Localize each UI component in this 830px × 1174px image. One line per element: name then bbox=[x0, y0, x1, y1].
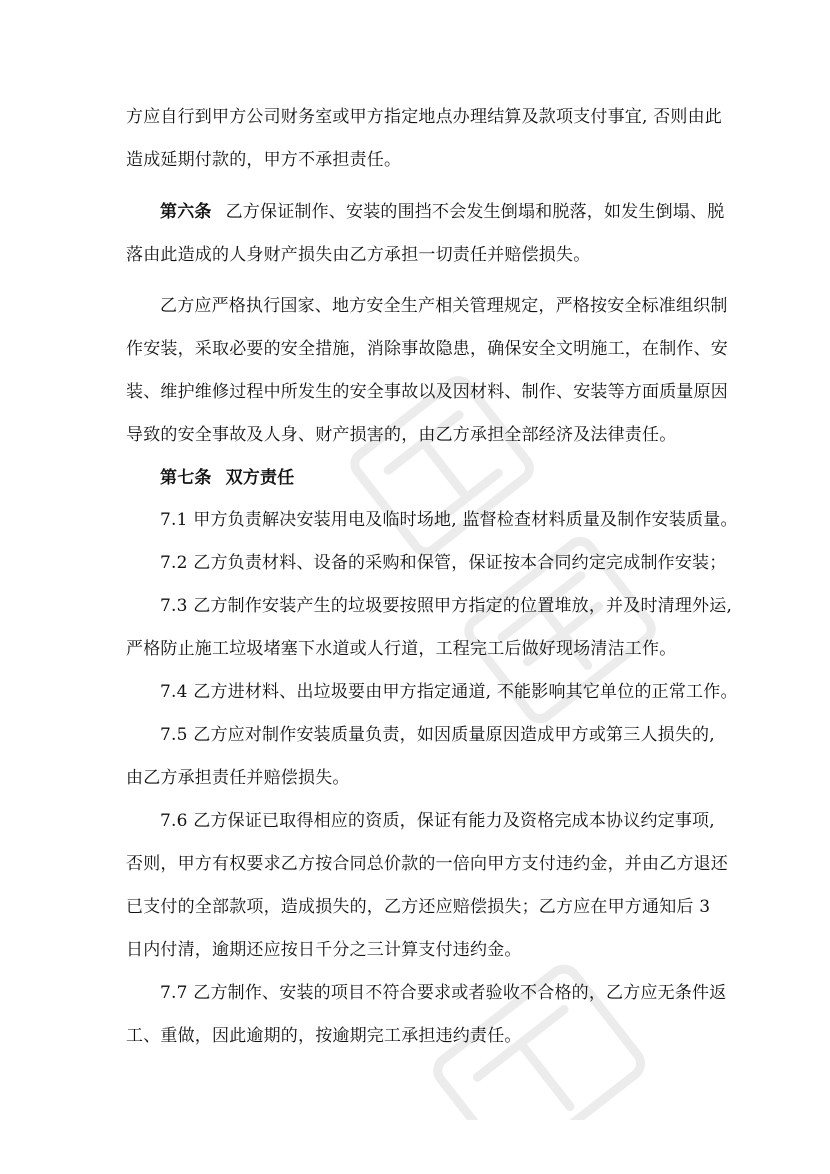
paragraph-line: 导致的安全事故及人身、财产损害的，由乙方承担全部经济及法律责任。 bbox=[126, 425, 677, 445]
paragraph-line: 工、重做，因此逾期的，按逾期完工承担违约责任。 bbox=[126, 1026, 522, 1046]
paragraph-line: 由乙方承担责任并赔偿损失。 bbox=[126, 768, 350, 788]
paragraph-line: 7.1 甲方负责解决安装用电及临时场地, 监督检查材料质量及制作安装质量。 bbox=[160, 510, 738, 530]
paragraph-line: 7.7 乙方制作、安装的项目不符合要求或者验收不合格的，乙方应无条件返 bbox=[160, 983, 727, 1003]
article-heading: 双方责任 bbox=[225, 468, 295, 488]
paragraph-line: 落由此造成的人身财产损失由乙方承担一切责任并赔偿损失。 bbox=[126, 245, 591, 265]
paragraph-line: 装、维护维修过程中所发生的安全事故以及因材料、制作、安装等方面质量原因 bbox=[126, 382, 728, 402]
paragraph-line: 7.2 乙方负责材料、设备的采购和保管，保证按本合同约定完成制作安装； bbox=[160, 553, 727, 573]
article-title: 第六条 bbox=[160, 202, 212, 222]
paragraph-line bbox=[160, 200, 724, 224]
paragraph-line: 造成延期付款的，甲方不承担责任。 bbox=[126, 150, 402, 170]
paragraph-line: 7.5 乙方应对制作安装质量负责，如因质量原因造成甲方或第三人损失的, bbox=[160, 725, 715, 745]
paragraph-line: 7.3 乙方制作安装产生的垃圾要按照甲方指定的位置堆放，并及时清理外运, bbox=[160, 596, 733, 616]
paragraph-line: 乙方应严格执行国家、地方安全生产相关管理规定，严格按安全标准组织制 bbox=[160, 296, 728, 316]
paragraph-line: 方应自行到甲方公司财务室或甲方指定地点办理结算及款项支付事宜, 否则由此 bbox=[126, 107, 723, 127]
paragraph-line: 作安装，采取必要的安全措施，消除事故隐患，确保安全文明施工，在制作、安 bbox=[126, 339, 728, 359]
paragraph-text: 乙方保证制作、安装的围挡不会发生倒塌和脱落，如发生倒塌、脱 bbox=[225, 202, 725, 222]
paragraph-line: 7.6 乙方保证已取得相应的资质，保证有能力及资格完成本协议约定事项, bbox=[160, 811, 715, 831]
paragraph-line: 日内付清，逾期还应按日千分之三计算支付违约金。 bbox=[126, 940, 522, 960]
paragraph-line: 7.4 乙方进材料、出垃圾要由甲方指定通道, 不能影响其它单位的正常工作。 bbox=[160, 682, 738, 702]
paragraph-line: 已支付的全部款项，造成损失的，乙方还应赔偿损失；乙方应在甲方通知后 3 bbox=[126, 897, 711, 917]
paragraph-line: 严格防止施工垃圾堵塞下水道或人行道，工程完工后做好现场清洁工作。 bbox=[126, 639, 677, 659]
paragraph-line: 否则，甲方有权要求乙方按合同总价款的一倍向甲方支付违约金，并由乙方退还 bbox=[126, 854, 728, 874]
article-title: 第七条 bbox=[160, 468, 212, 488]
paragraph-line bbox=[160, 466, 308, 490]
